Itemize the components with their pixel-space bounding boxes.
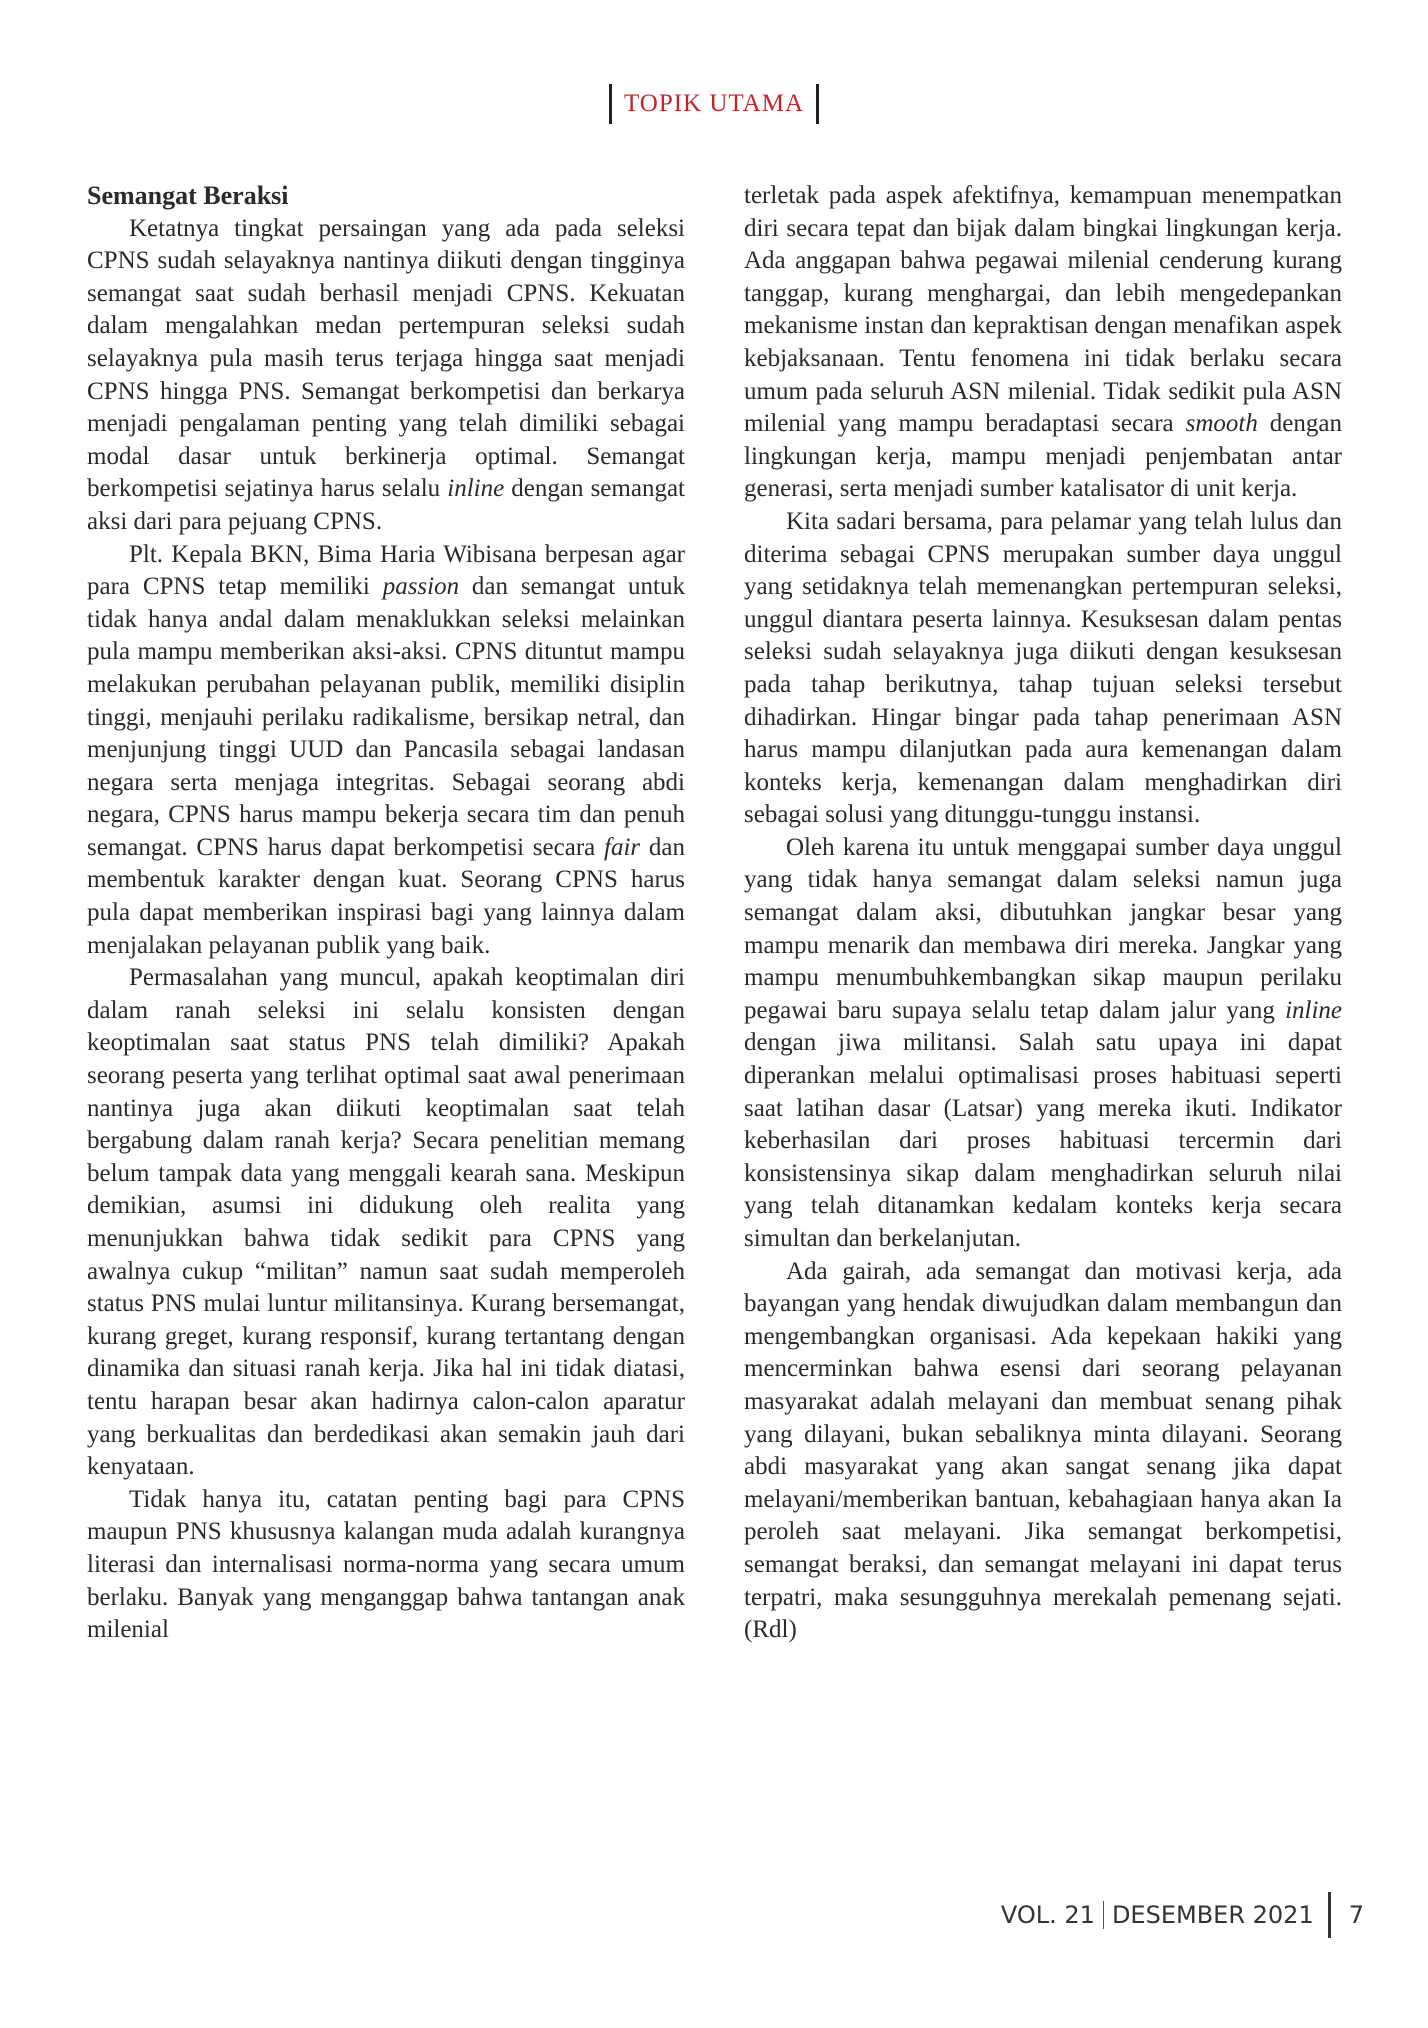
volume-label: VOL. 21 <box>1000 1901 1095 1929</box>
paragraph: Tidak hanya itu, catatan penting bagi para CPNS maupun PNS khususnya kalangan muda adalah kurangnya literasi dan internalisasi norma-norma yang secara umum berlaku. Banyak yang menganggap bahwa tantangan anak milenial <box>87 1485 685 1644</box>
page-number: 7 <box>1348 1901 1364 1929</box>
paragraph: Permasalahan yang muncul, apakah keoptimalan diri dalam ranah seleksi ini selalu konsisten dengan keoptimalan saat status PNS telah dimiliki? Apakah seorang peserta yang terlihat optimal saat awal penerimaan nantinya juga akan diikuti keoptimalan saat telah bergabung dalam ranah kerja? Secara penelitian memang belum tampak data yang menggali kearah sana. Meskipun demikian, asumsi ini didukung oleh realita yang menunjukkan bahwa tidak sedikit para CPNS yang awalnya cukup “militan” namun saat sudah memperoleh status PNS mulai luntur militansinya. Kurang bersemangat, kurang greget, kurang responsif, kurang tertantang dengan dinamika dan situasi ranah kerja. Jika hal ini tidak diatasi, tentu harapan besar akan hadirnya calon-calon aparatur yang berkualitas dan berdedikasi akan semakin jauh dari kenyataan. <box>87 964 685 1481</box>
issue-date: DESEMBER 2021 <box>1111 1901 1314 1929</box>
article-subheading: Semangat Beraksi <box>87 181 289 210</box>
paragraph: Oleh karena itu untuk menggapai sumber daya unggul yang tidak hanya semangat dalam seleksi namun juga semangat dalam aksi, dibutuhkan jangkar besar yang mampu menarik dan membawa diri mereka. Jangkar yang mampu menumbuhkembangkan sikap maupun perilaku pegawai baru supaya selalu tetap dalam jalur yang inline dengan jiwa militansi. Salah satu upaya ini dapat diperankan melalui optimalisasi proses habituasi seperti saat latihan dasar (Latsar) yang mereka ikuti. Indikator keberhasilan dari proses habituasi tercermin dari konsistensinya sikap dalam menghadirkan seluruh nilai yang telah ditanamkan kedalam konteks kerja secara simultan dan berkelanjutan. <box>744 833 1342 1252</box>
footer-divider <box>1103 1901 1104 1929</box>
paragraph: Kita sadari bersama, para pelamar yang telah lulus dan diterima sebagai CPNS merupakan sumber daya unggul yang setidaknya telah memenangkan pertempuran seleksi, unggul diantara peserta lainnya. Kesuksesan dalam pentas seleksi sudah selayaknya juga diikuti dengan kesuksesan pada tahap berikutnya, tahap tujuan seleksi tersebut dihadirkan. Hingar bingar pada tahap penerimaan ASN harus mampu dilanjutkan pada aura kemenangan dalam konteks kerja, kemenangan dalam menghadirkan diri sebagai solusi yang ditunggu-tunggu instansi. <box>744 507 1342 829</box>
paragraph: Ada gairah, ada semangat dan motivasi kerja, ada bayangan yang hendak diwujudkan dalam membangun dan mengembangkan organisasi. Ada kepekaan hakiki yang mencerminkan bahwa esensi dari seorang pelayanan masyarakat adalah melayani dan membuat senang pihak yang dilayani, bukan sebaliknya minta dilayani. Seorang abdi masyarakat yang akan sangat senang jika dapat melayani/memberikan bantuan, kebahagiaan hanya akan Ia peroleh saat melayani. Jika semangat berkompetisi, semangat beraksi, dan semangat melayani ini dapat terus terpatri, maka sesungguhnya merekalah pemenang sejati. (Rdl) <box>744 1257 1342 1644</box>
paragraph-continued: terletak pada aspek afektifnya, kemampuan menempatkan diri secara tepat dan bijak dalam bingkai lingkungan kerja. Ada anggapan bahwa pegawai milenial cenderung kurang tanggap, kurang menghargai, dan lebih mengedepankan mekanisme instan dan kepraktisan dengan menafikan aspek kebjaksanaan. Tentu fenomena ini tidak berlaku secara umum pada seluruh ASN milenial. Tidak sedikit pula ASN milenial yang mampu beradaptasi secara smooth dengan lingkungan kerja, mampu menjadi penjembatan antar generasi, serta menjadi sumber katalisator di unit kerja. <box>744 182 1342 503</box>
italic-term: passion <box>382 573 460 601</box>
header-right-rule <box>816 84 819 124</box>
left-column <box>87 180 685 1647</box>
section-title: TOPIK UTAMA <box>623 90 805 117</box>
italic-term: inline <box>1285 996 1342 1024</box>
italic-term: fair <box>604 833 641 861</box>
italic-term: smooth <box>1185 410 1258 438</box>
italic-term: inline <box>447 475 505 503</box>
section-header <box>0 84 1428 124</box>
page-number-rule <box>1328 1892 1331 1938</box>
page-footer <box>1001 1892 1364 1938</box>
paragraph: Ketatnya tingkat persaingan yang ada pada seleksi CPNS sudah selayaknya nantinya diikuti dengan tingginya semangat saat sudah berhasil menjadi CPNS. Kekuatan dalam mengalahkan medan pertempuran seleksi sudah selayaknya pula masih terus terjaga hingga saat menjadi CPNS hingga PNS. Semangat berkompetisi dan berkarya menjadi pengalaman penting yang telah dimiliki sebagai modal dasar untuk berkinerja optimal. Semangat berkompetisi sejatinya harus selalu inline dengan semangat aksi dari para pejuang CPNS. <box>87 214 685 535</box>
paragraph: Plt. Kepala BKN, Bima Haria Wibisana berpesan agar para CPNS tetap memiliki passion dan semangat untuk tidak hanya andal dalam menaklukkan seleksi melainkan pula mampu memberikan aksi-aksi. CPNS dituntut mampu melakukan perubahan pelayanan publik, memiliki disiplin tinggi, menjauhi perilaku radikalisme, bersikap netral, dan menjunjung tinggi UUD dan Pancasila sebagai landasan negara serta menjaga integritas. Sebagai seorang abdi negara, CPNS harus mampu bekerja secara tim dan penuh semangat. CPNS harus dapat berkompetisi secara fair dan membentuk karakter dengan kuat. Seorang CPNS harus pula dapat memberikan inspirasi bagi yang lainnya dalam menjalakan pelayanan publik yang baik. <box>87 540 685 959</box>
right-column <box>744 180 1342 1647</box>
